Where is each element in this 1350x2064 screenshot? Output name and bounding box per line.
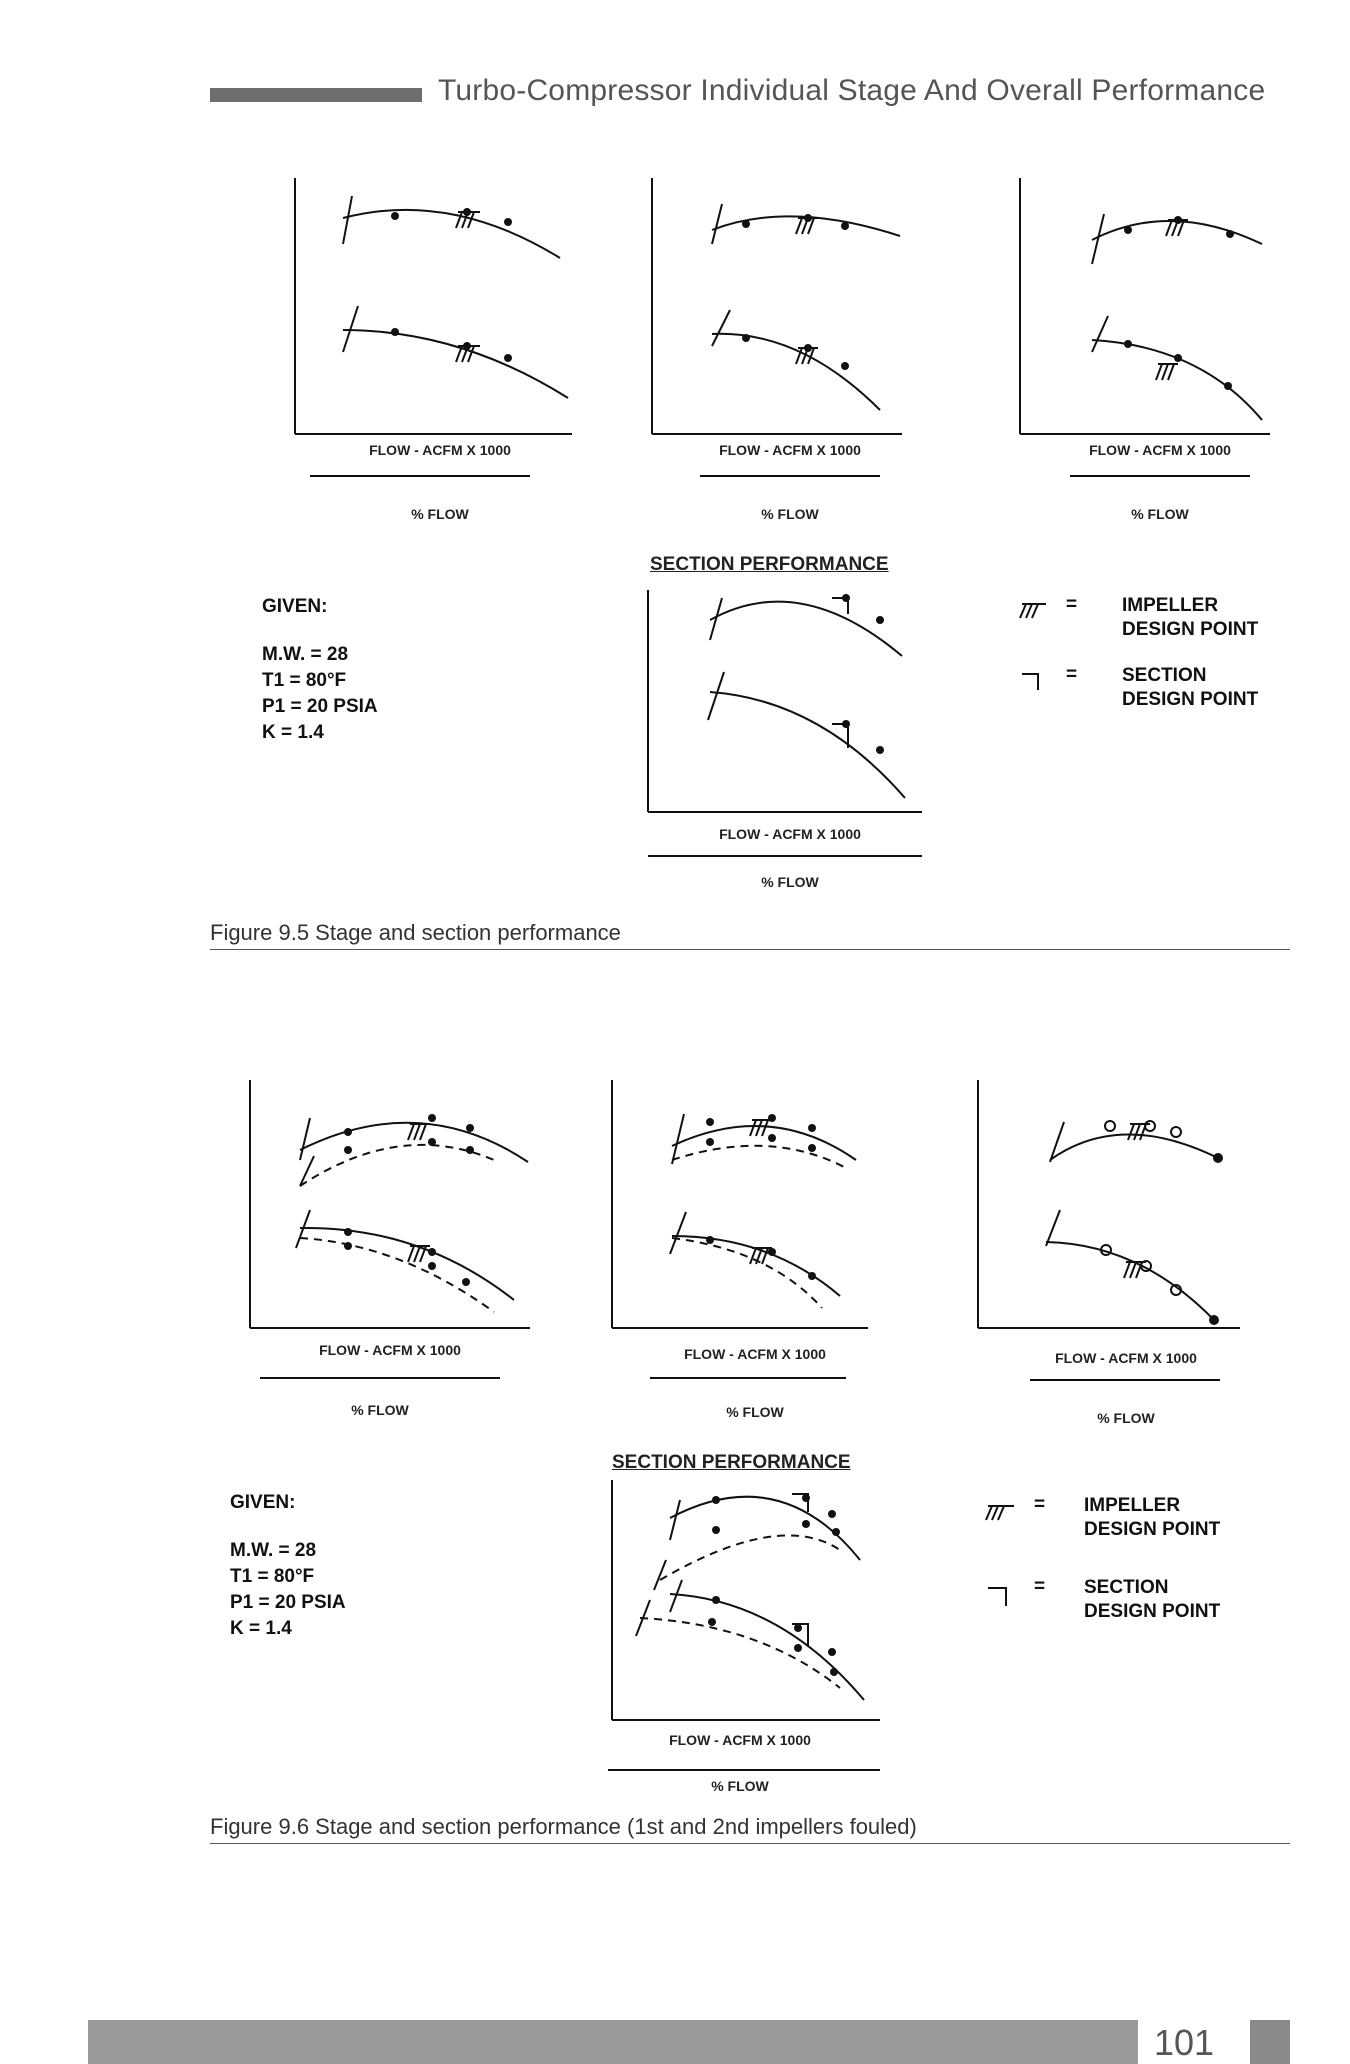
page-footer xyxy=(88,2020,1290,2064)
fig6-caption: Figure 9.6 Stage and section performance (1st and 2nd impellers fouled) xyxy=(210,1814,1290,1844)
fig5-sec-xlabel: FLOW - ACFM X 1000 xyxy=(719,826,861,842)
fig5-s1-head-curve xyxy=(343,330,568,398)
fig6-stage3-chart xyxy=(978,1080,1240,1380)
fig5-caption: Figure 9.5 Stage and section performance xyxy=(210,920,1290,950)
fig5-s2-xlabel: FLOW - ACFM X 1000 xyxy=(719,442,861,458)
fig6-given-block xyxy=(230,1492,346,1644)
fig5-s1-eff-curve xyxy=(343,210,560,258)
fig6-s3-xlabel: FLOW - ACFM X 1000 xyxy=(1055,1350,1197,1366)
fig5-section-chart xyxy=(648,590,922,856)
fig6-s1-xlabel: FLOW - ACFM X 1000 xyxy=(319,1342,461,1358)
fig6-stage2-chart xyxy=(612,1080,868,1378)
fig6-stage1-chart xyxy=(250,1080,530,1378)
given-t1: T1 = 80°F xyxy=(262,670,347,691)
fig6-s3-pctlabel: % FLOW xyxy=(1097,1410,1155,1426)
fig5-s1-pctlabel: % FLOW xyxy=(411,506,469,522)
fig6-legend xyxy=(988,1494,1288,1674)
fig5-s1-eff-surge xyxy=(343,196,352,244)
fig5-section-title: SECTION PERFORMANCE xyxy=(650,554,889,575)
fig6-s1-pctlabel: % FLOW xyxy=(351,1402,409,1418)
legend-equals: = xyxy=(1034,1494,1046,1515)
header-title: Turbo-Compressor Individual Stage And Overall Performance xyxy=(438,74,1266,107)
fig5-s1-head-surge xyxy=(343,306,358,352)
fig5-s3-xlabel: FLOW - ACFM X 1000 xyxy=(1089,442,1231,458)
given-p1: P1 = 20 PSIA xyxy=(230,1592,346,1613)
given-mw: M.W. = 28 xyxy=(230,1540,317,1561)
given-mw: M.W. = 28 xyxy=(262,644,349,665)
fig6-sec-xlabel: FLOW - ACFM X 1000 xyxy=(669,1732,811,1748)
fig5-legend xyxy=(1022,594,1292,774)
fig5-stage2-chart xyxy=(652,178,902,476)
given-title: GIVEN: xyxy=(230,1492,296,1513)
fig5-s3-pctlabel: % FLOW xyxy=(1131,506,1189,522)
legend-impeller-text: IMPELLER DESIGN POINT xyxy=(1122,595,1259,640)
fig6-sec-pctlabel: % FLOW xyxy=(711,1778,769,1794)
given-p1: P1 = 20 PSIA xyxy=(262,696,378,717)
given-t1: T1 = 80°F xyxy=(230,1566,315,1587)
given-k: K = 1.4 xyxy=(262,722,324,743)
fig5-s1-xlabel: FLOW - ACFM X 1000 xyxy=(369,442,511,458)
legend-equals: = xyxy=(1066,664,1078,685)
fig6-section-chart xyxy=(608,1480,880,1770)
legend-equals: = xyxy=(1066,594,1078,615)
fig6-s2-xlabel: FLOW - ACFM X 1000 xyxy=(684,1346,826,1362)
fig5-stage1-chart xyxy=(295,178,572,476)
fig5-sec-pctlabel: % FLOW xyxy=(761,874,819,890)
legend-section-text: SECTION DESIGN POINT xyxy=(1084,1577,1221,1622)
footer-block xyxy=(1250,2020,1290,2064)
legend-section-text: SECTION DESIGN POINT xyxy=(1122,665,1259,710)
legend-impeller-text: IMPELLER DESIGN POINT xyxy=(1084,1495,1221,1540)
page-number: 101 xyxy=(1154,2022,1215,2063)
legend-equals: = xyxy=(1034,1576,1046,1597)
fig5-s2-pctlabel: % FLOW xyxy=(761,506,819,522)
given-title: GIVEN: xyxy=(262,596,328,617)
fig6-s2-pctlabel: % FLOW xyxy=(726,1404,784,1420)
footer-bar xyxy=(88,2020,1138,2064)
fig6-section-title: SECTION PERFORMANCE xyxy=(612,1452,851,1473)
fig5-stage3-chart xyxy=(1020,178,1270,476)
fig5-given-block xyxy=(262,596,378,748)
given-k: K = 1.4 xyxy=(230,1618,292,1639)
